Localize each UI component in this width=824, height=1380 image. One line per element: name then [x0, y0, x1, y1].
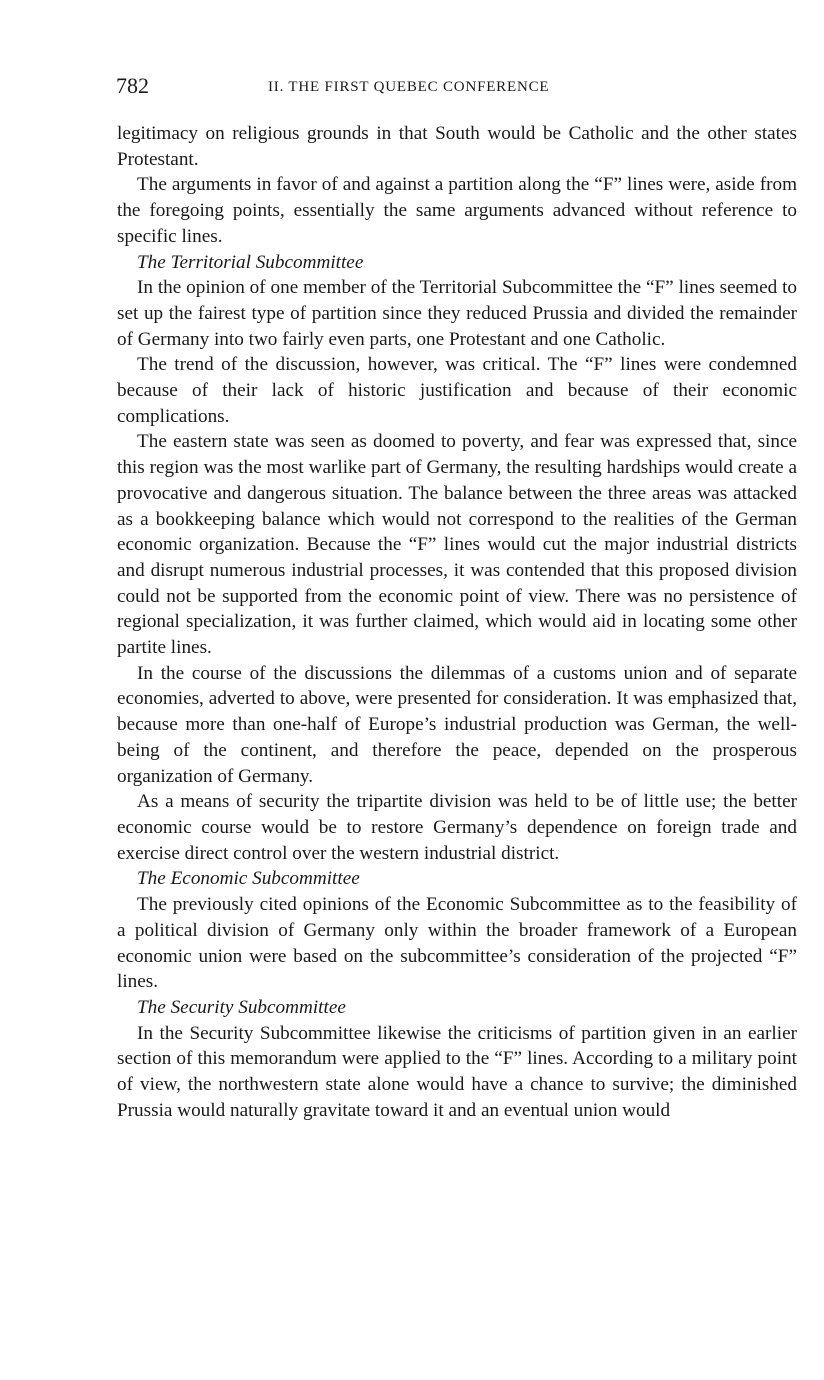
paragraph: In the opinion of one member of the Territorial Subcommittee the “F” lines seemed to set up the fairest type of partition since they reduced Prussia and divided the remainder of Germany into two fairly even parts, one Protestant and one Catholic. — [117, 277, 797, 350]
page-number: 782 — [116, 73, 149, 98]
paragraph: The arguments in favor of and against a partition along the “F” lines were, aside from the foregoing points, essentially the same arguments advanced without reference to specific lines. — [117, 174, 797, 247]
paragraph: The previously cited opinions of the Economic Subcommittee as to the feasibility of a political division of Germany only within the broader framework of a European economic union were based on the subcommittee’s consideration of the projected “F” lines. — [117, 894, 797, 993]
section-heading-economic-subcommittee: The Economic Subcommittee — [137, 868, 360, 890]
paragraph: In the Security Subcommittee likewise the criticisms of partition given in an earlier section of this memorandum were applied to the “F” lines. According to a military point of view, the northwestern state alone would have a chance to survive; the diminished Prussia would naturally gravitate toward it and an eventual union would — [117, 1022, 797, 1121]
page-header — [116, 72, 796, 104]
body-text — [117, 121, 797, 1123]
paragraph: legitimacy on religious grounds in that South would be Catholic and the other states Protestant. — [117, 123, 797, 170]
paragraph: In the course of the discussions the dilemmas of a customs union and of separate economies, adverted to above, were presented for consideration. It was emphasized that, because more than one-half of Europe’s industrial production was German, the well-being of the continent, and therefore the peace, depended on the prosperous organization of Germany. — [117, 662, 797, 787]
section-heading-territorial-subcommittee: The Territorial Subcommittee — [137, 251, 364, 273]
paragraph: The trend of the discussion, however, was critical. The “F” lines were condemned because of their lack of historic justification and because of their economic complications. — [117, 354, 797, 427]
running-head: II. THE FIRST QUEBEC CONFERENCE — [268, 79, 550, 95]
paragraph: As a means of security the tripartite division was held to be of little use; the better economic course would be to restore Germany’s dependence on foreign trade and exercise direct control over the western industrial district. — [117, 791, 797, 864]
section-heading-security-subcommittee: The Security Subcommittee — [137, 996, 346, 1018]
paragraph: The eastern state was seen as doomed to poverty, and fear was expressed that, since this region was the most warlike part of Germany, the resulting hardships would create a provocative and dangerous situation. The balance between the three areas was attacked as a bookkeeping balance which would not correspond to the realities of the German economic organization. Because the “F” lines would cut the major industrial districts and disrupt numerous industrial processes, it was contended that this proposed division could not be supported from the economic point of view. There was no persistence of regional specialization, it was further claimed, which would aid in locating some other partite lines. — [117, 431, 797, 659]
